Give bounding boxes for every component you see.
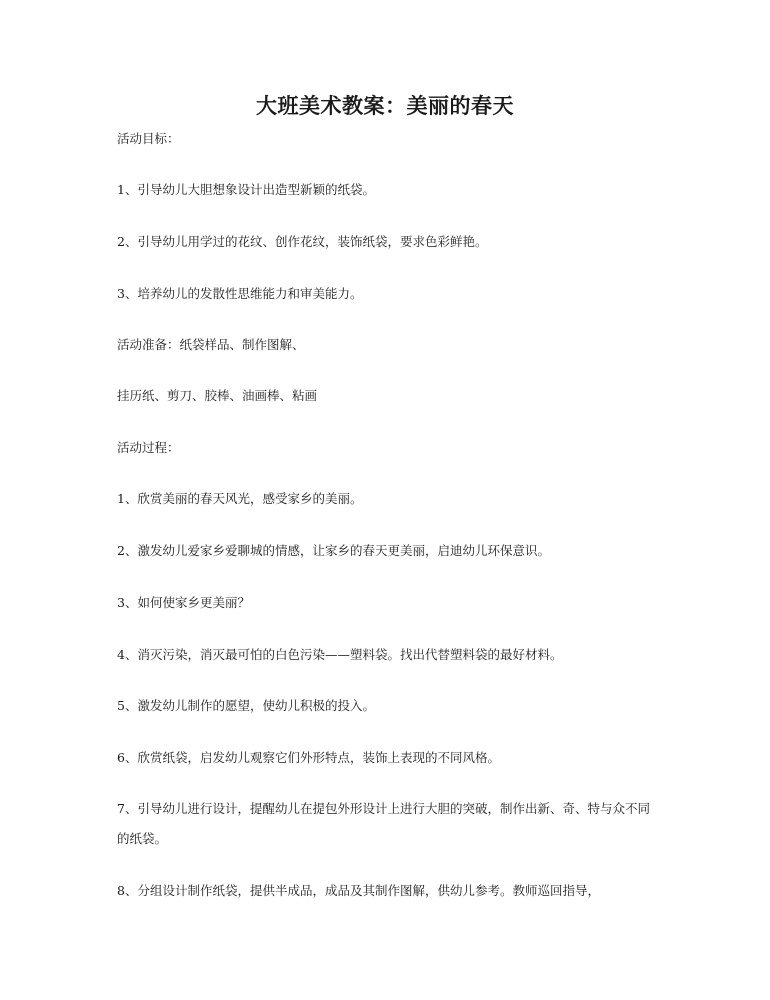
paragraph: 1、欣赏美丽的春天风光，感受家乡的美丽。 [117,491,363,506]
paragraph: 8、分组设计制作纸袋，提供半成品，成品及其制作图解，供幼儿参考。教师巡回指导， [117,883,600,898]
paragraph: 挂历纸、剪刀、胶棒、油画棒、粘画 [117,388,318,403]
paragraph: 4、消灭污染，消灭最可怕的白色污染——塑料袋。找出代替塑料袋的最好材料。 [117,647,563,662]
paragraph: 2、激发幼儿爱家乡爱聊城的情感，让家乡的春天更美丽，启迪幼儿环保意识。 [117,543,550,558]
section-heading-goals: 活动目标： [117,131,180,146]
section-heading-process: 活动过程： [117,440,180,455]
section-heading-preparation: 活动准备：纸袋样品、制作图解、 [117,337,305,352]
paragraph: 3、培养幼儿的发散性思维能力和审美能力。 [117,286,363,301]
paragraph: 2、引导幼儿用学过的花纹、创作花纹，装饰纸袋，要求色彩鲜艳。 [117,234,488,249]
paragraph: 1、引导幼儿大胆想象设计出造型新颖的纸袋。 [117,182,375,197]
paragraph: 3、如何使家乡更美丽？ [117,595,250,610]
paragraph: 6、欣赏纸袋，启发幼儿观察它们外形特点，装饰上表现的不同风格。 [117,750,500,765]
paragraph: 5、激发幼儿制作的愿望，使幼儿积极的投入。 [117,698,375,713]
paragraph: 7、引导幼儿进行设计，提醒幼儿在提包外形设计上进行大胆的突破，制作出新、奇、特与众不同的纸袋。 [117,801,650,846]
document-title: 大班美术教案：美丽的春天 [256,93,514,118]
